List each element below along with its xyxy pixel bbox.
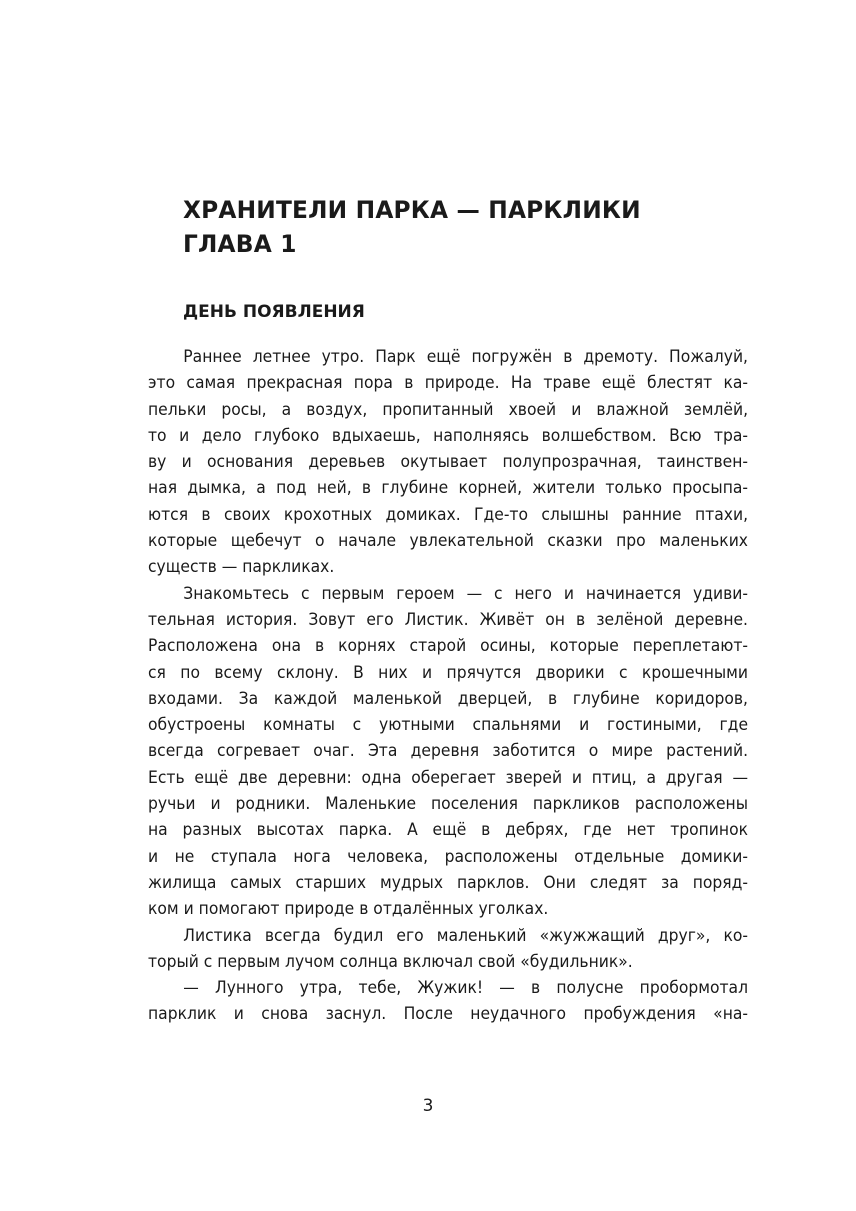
text-line: парклик и снова заснул. После неудачного пробуждения «на-	[148, 1004, 749, 1025]
body-text	[148, 344, 748, 1028]
text-line: ная дымка, а под ней, в глубине корней, жители только просыпа-	[148, 478, 749, 499]
text-line: ву и основания деревьев окутывает полупрозрачная, таинствен-	[148, 452, 749, 473]
text-line: пельки росы, а воздух, пропитанный хвоей и влажной землёй,	[148, 399, 749, 420]
text-line: Есть ещё две деревни: одна оберегает зверей и птиц, а другая —	[148, 767, 749, 788]
text-line: тельная история. Зовут его Листик. Живёт он в зелёной деревне.	[148, 609, 749, 630]
text-line: Раннее летнее утро. Парк ещё погружён в дремоту. Пожалуй,	[183, 347, 749, 367]
chapter-title	[183, 193, 746, 261]
text-line: жилища самых старших мудрых парклов. Они следят за поряд-	[148, 872, 749, 893]
text-line: и не ступала нога человека, расположены отдельные домики-	[148, 846, 749, 867]
text-line: входами. За каждой маленькой дверцей, в глубине коридоров,	[148, 688, 749, 709]
text-line: Расположена она в корнях старой осины, которые переплетают-	[148, 636, 749, 657]
text-line: которые щебечут о начале увлекательной сказки про маленьких	[148, 531, 749, 552]
text-line: обустроены комнаты с уютными спальнями и гостиными, где	[148, 715, 749, 736]
text-line: ручьи и родники. Маленькие поселения паркликов расположены	[148, 794, 749, 815]
text-line: Знакомьтесь с первым героем — с него и начинается удиви-	[183, 583, 749, 604]
text-line: — Лунного утра, тебе, Жужик! — в полусне пробормотал	[183, 978, 749, 999]
text-line: ются в своих крохотных домиках. Где-то слышны ранние птахи,	[148, 504, 749, 525]
text-line: ся по всему склону. В них и прячутся дворики с крошечными	[148, 662, 749, 683]
text-line: то и дело глубоко вдыхаешь, наполняясь волшебством. Всю тра-	[148, 425, 749, 446]
page-number: 3	[422, 1096, 434, 1116]
text-line: существ — паркликах.	[148, 557, 335, 578]
text-line: это самая прекрасная пора в природе. На траве ещё блестят ка-	[148, 373, 749, 394]
chapter-number: ГЛАВА 1	[183, 230, 297, 258]
text-line: на разных высотах парка. А ещё в дебрях, где нет тропинок	[148, 820, 749, 841]
section-heading: ДЕНЬ ПОЯВЛЕНИЯ	[183, 302, 365, 322]
text-line: торый с первым лучом солнца включал свой «будильник».	[148, 951, 633, 972]
text-line: Листика всегда будил его маленький «жужжащий друг», ко-	[183, 925, 749, 946]
chapter-title-line: ХРАНИТЕЛИ ПАРКА — ПАРКЛИКИ	[183, 196, 641, 224]
text-line: всегда согревает очаг. Эта деревня заботится о мире растений.	[148, 741, 749, 762]
text-line: ком и помогают природе в отдалённых уголках.	[148, 899, 549, 920]
